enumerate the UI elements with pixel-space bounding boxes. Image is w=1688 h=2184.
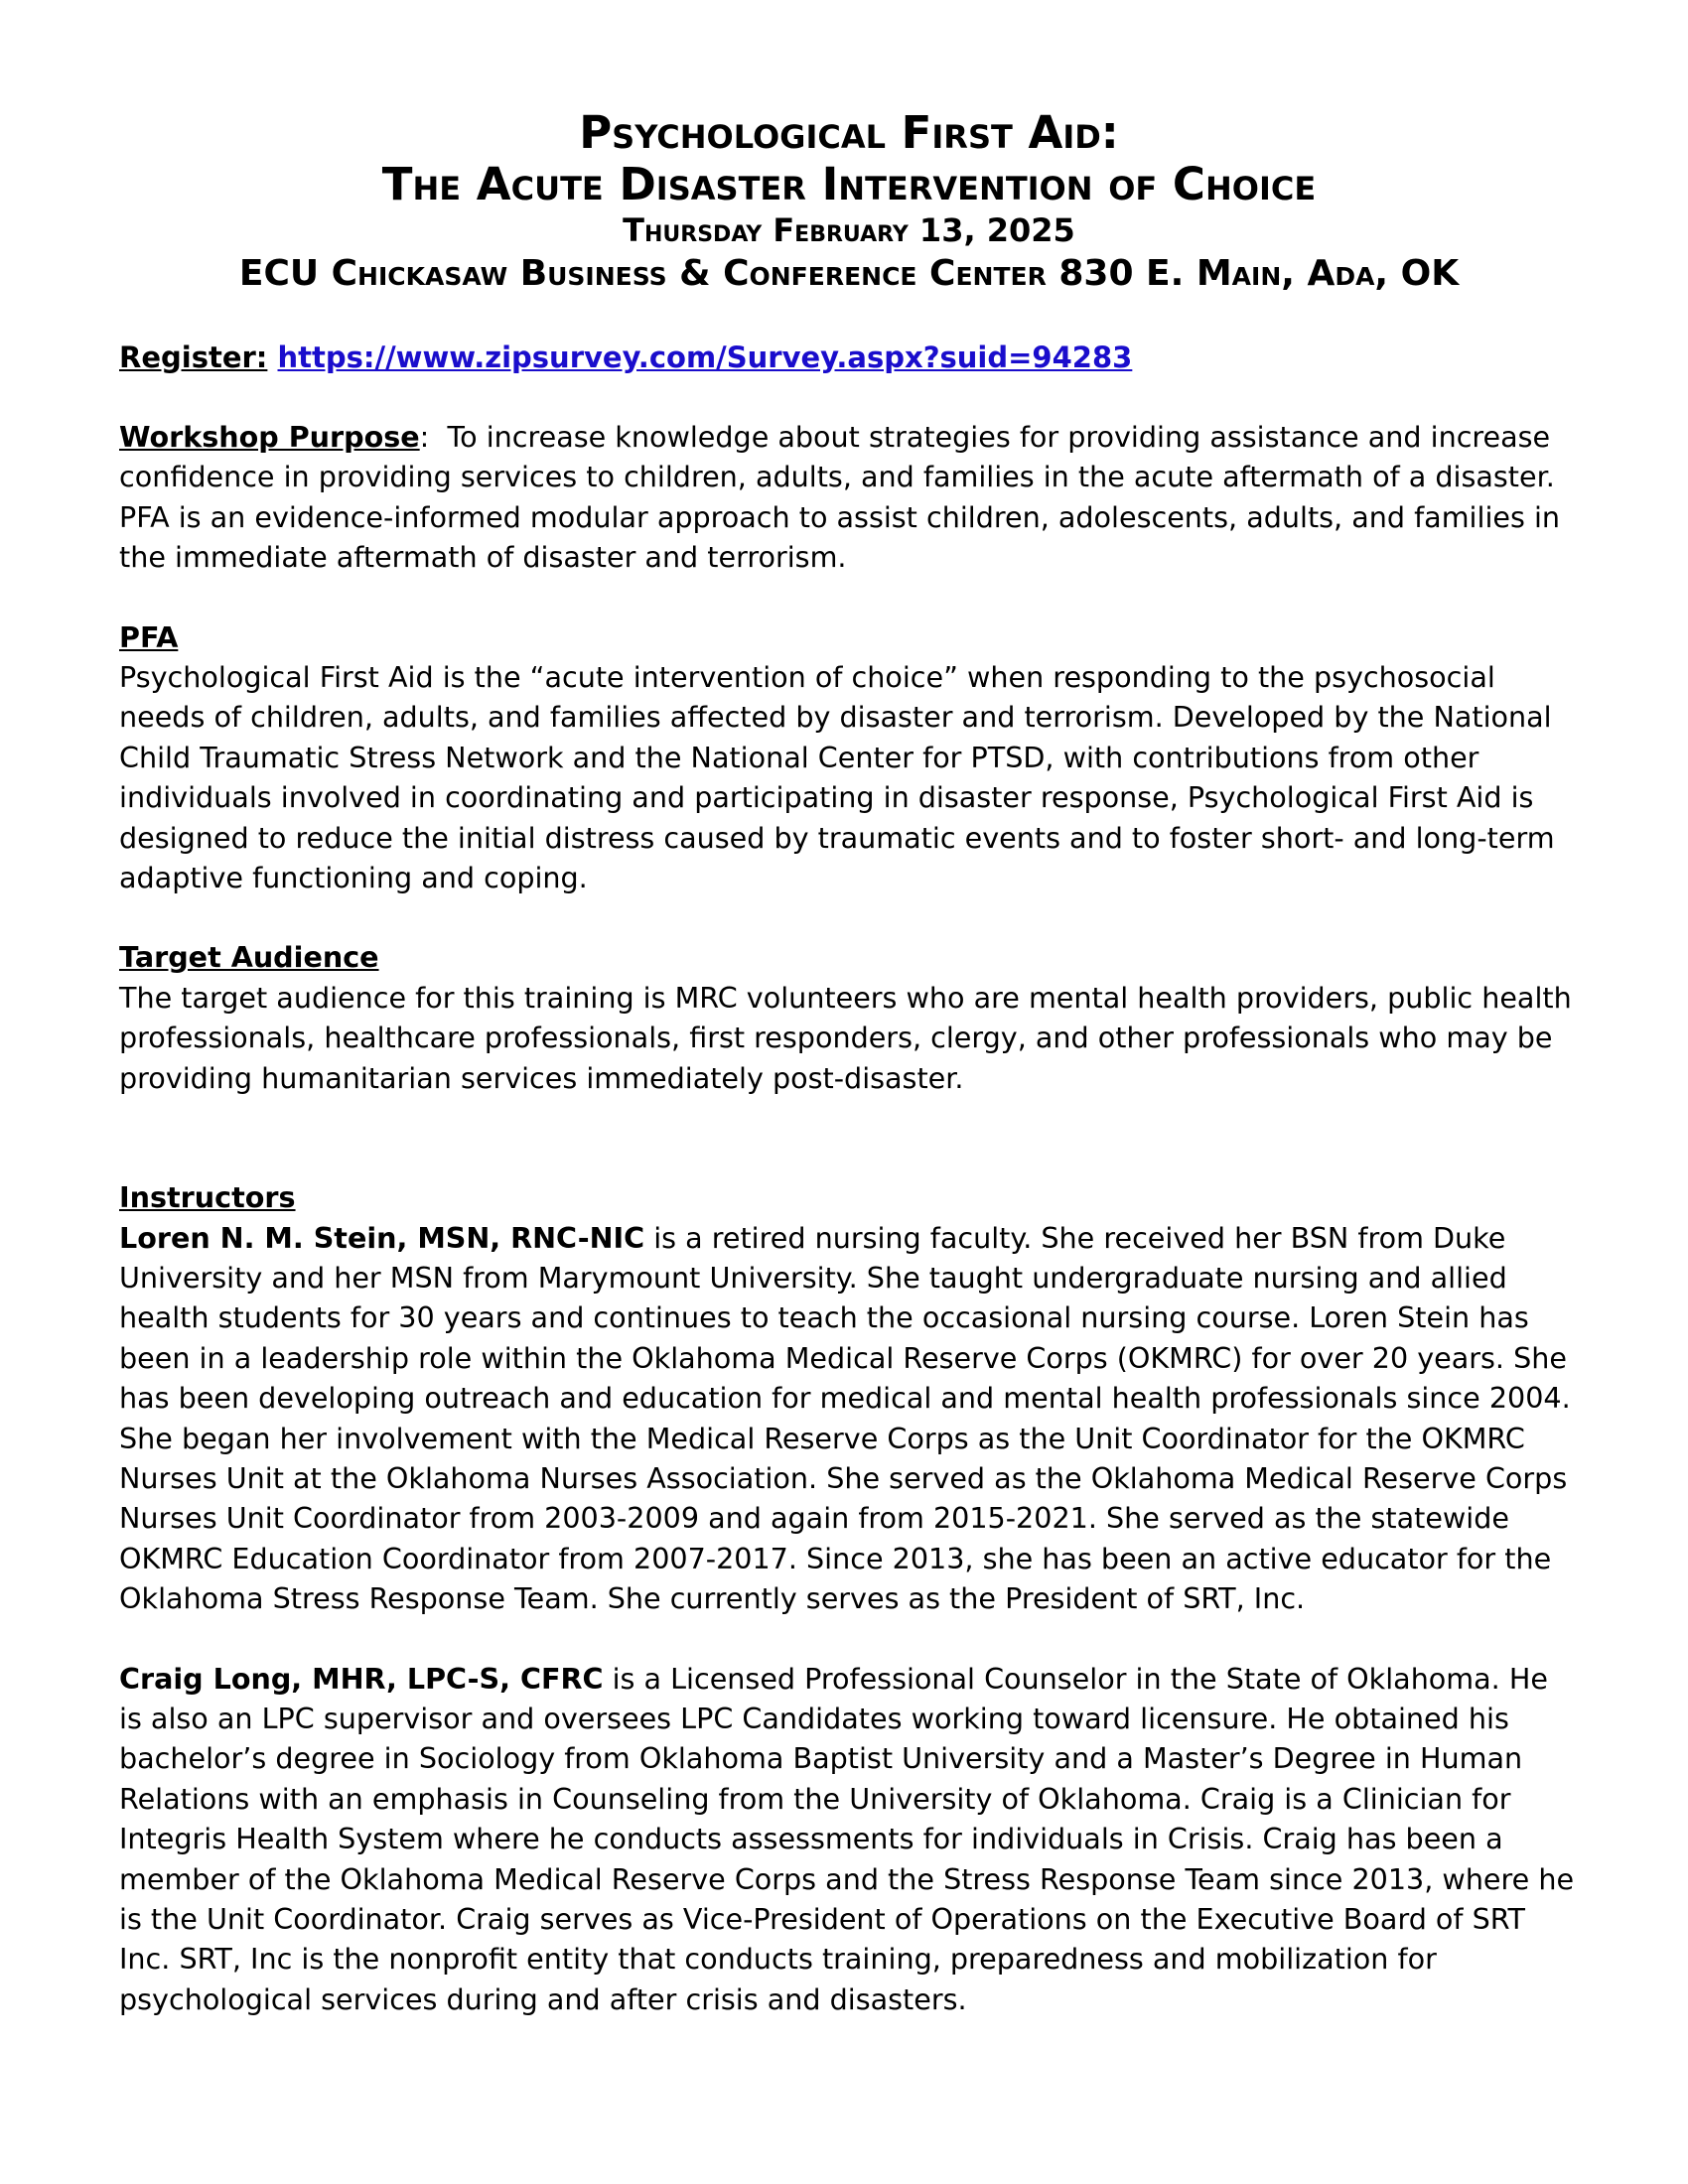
instructor-name: Loren N. M. Stein, MSN, RNC-NIC — [119, 1220, 645, 1255]
instructors-section — [119, 1177, 1579, 2019]
pfa-text: Psychological First Aid is the “acute intervention of choice” when responding to the psychosocial needs of children, adults, and families affected by disaster and terrorism. Developed by the National Child Traumatic Stress Network and the National Center for PTSD, with contributions from other individuals involved in coordinating and participating in disaster response, Psychological First Aid is designed to reduce the initial distress caused by traumatic events and to foster short- and long-term adaptive functioning and coping. — [119, 660, 1555, 895]
instructor-name: Craig Long, MHR, LPC-S, CFRC — [119, 1661, 604, 1696]
target-audience-heading: Target Audience — [119, 940, 379, 975]
register-link[interactable]: https://www.zipsurvey.com/Survey.aspx?suid=94283 — [277, 341, 1133, 374]
workshop-purpose-paragraph — [119, 417, 1579, 578]
pfa-heading: PFA — [119, 619, 179, 654]
target-audience-text: The target audience for this training is MRC volunteers who are mental health providers, public health professionals, healthcare professionals, first responders, clergy, and other professionals who may be providing humanitarian services immediately post-disaster. — [119, 980, 1572, 1095]
workshop-purpose-colon: : — [419, 420, 430, 454]
register-label: Register: — [119, 341, 268, 374]
instructors-heading: Instructors — [119, 1180, 296, 1215]
instructor-bio-text: is a Licensed Professional Counselor in the State of Oklahoma. He is also an LPC supervisor and oversees LPC Candidates working toward licensure. He obtained his bachelor’s degree in Sociology from Oklahoma Baptist University and a Master’s Degree in Human Relations with an emphasis in Counseling from the University of Oklahoma. Craig is a Clinician for Integris Health System where he conducts assessments for individuals in Crisis. Craig has been a member of the Oklahoma Medical Reserve Corps and the Stress Response Team since 2013, where he is the Unit Coordinator. Craig serves as Vice-President of Operations on the Executive Board of SRT Inc. SRT, Inc is the nonprofit entity that conducts training, preparedness and mobilization for psychological services during and after crisis and disasters. — [119, 1661, 1575, 2016]
instructor-bio — [119, 1659, 1579, 2020]
workshop-purpose-section — [119, 417, 1579, 578]
document-page — [119, 107, 1579, 2019]
event-venue: ECU Chickasaw Business & Conference Center 830 E. Main, Ada, OK — [238, 253, 1460, 294]
instructor-bio — [119, 1218, 1579, 1619]
title-line-2: The Acute Disaster Intervention of Choice — [381, 158, 1317, 210]
register-line — [119, 338, 1579, 377]
target-audience-section — [119, 937, 1579, 1098]
instructor-bio-text: is a retired nursing faculty. She received her BSN from Duke University and her MSN from Marymount University. She taught undergraduate nursing and allied health students for 30 years and continues to teach the occasional nursing course. Loren Stein has been in a leadership role within the Oklahoma Medical Reserve Corps (OKMRC) for over 20 years. She has been developing outreach and education for medical and mental health professionals since 2004. She began her involvement with the Medical Reserve Corps as the Unit Coordinator for the OKMRC Nurses Unit at the Oklahoma Nurses Association. She served as the Oklahoma Medical Reserve Corps Nurses Unit Coordinator from 2003-2009 and again from 2015-2021. She served as the statewide OKMRC Education Coordinator from 2007-2017. Since 2013, she has been an active educator for the Oklahoma Stress Response Team. She currently serves as the President of SRT, Inc. — [119, 1220, 1571, 1616]
title-line-1: Psychological First Aid: — [579, 106, 1119, 159]
event-date: Thursday February 13, 2025 — [623, 211, 1075, 249]
pfa-section — [119, 617, 1579, 898]
workshop-purpose-text: To increase knowledge about strategies for providing assistance and increase confidence in providing services to children, adults, and families in the acute aftermath of a disaster. PFA is an evidence-informed modular approach to assist children, adolescents, adults, and families in the immediate aftermath of disaster and terrorism. — [119, 420, 1561, 575]
document-header — [119, 107, 1579, 298]
workshop-purpose-heading: Workshop Purpose — [119, 420, 420, 454]
